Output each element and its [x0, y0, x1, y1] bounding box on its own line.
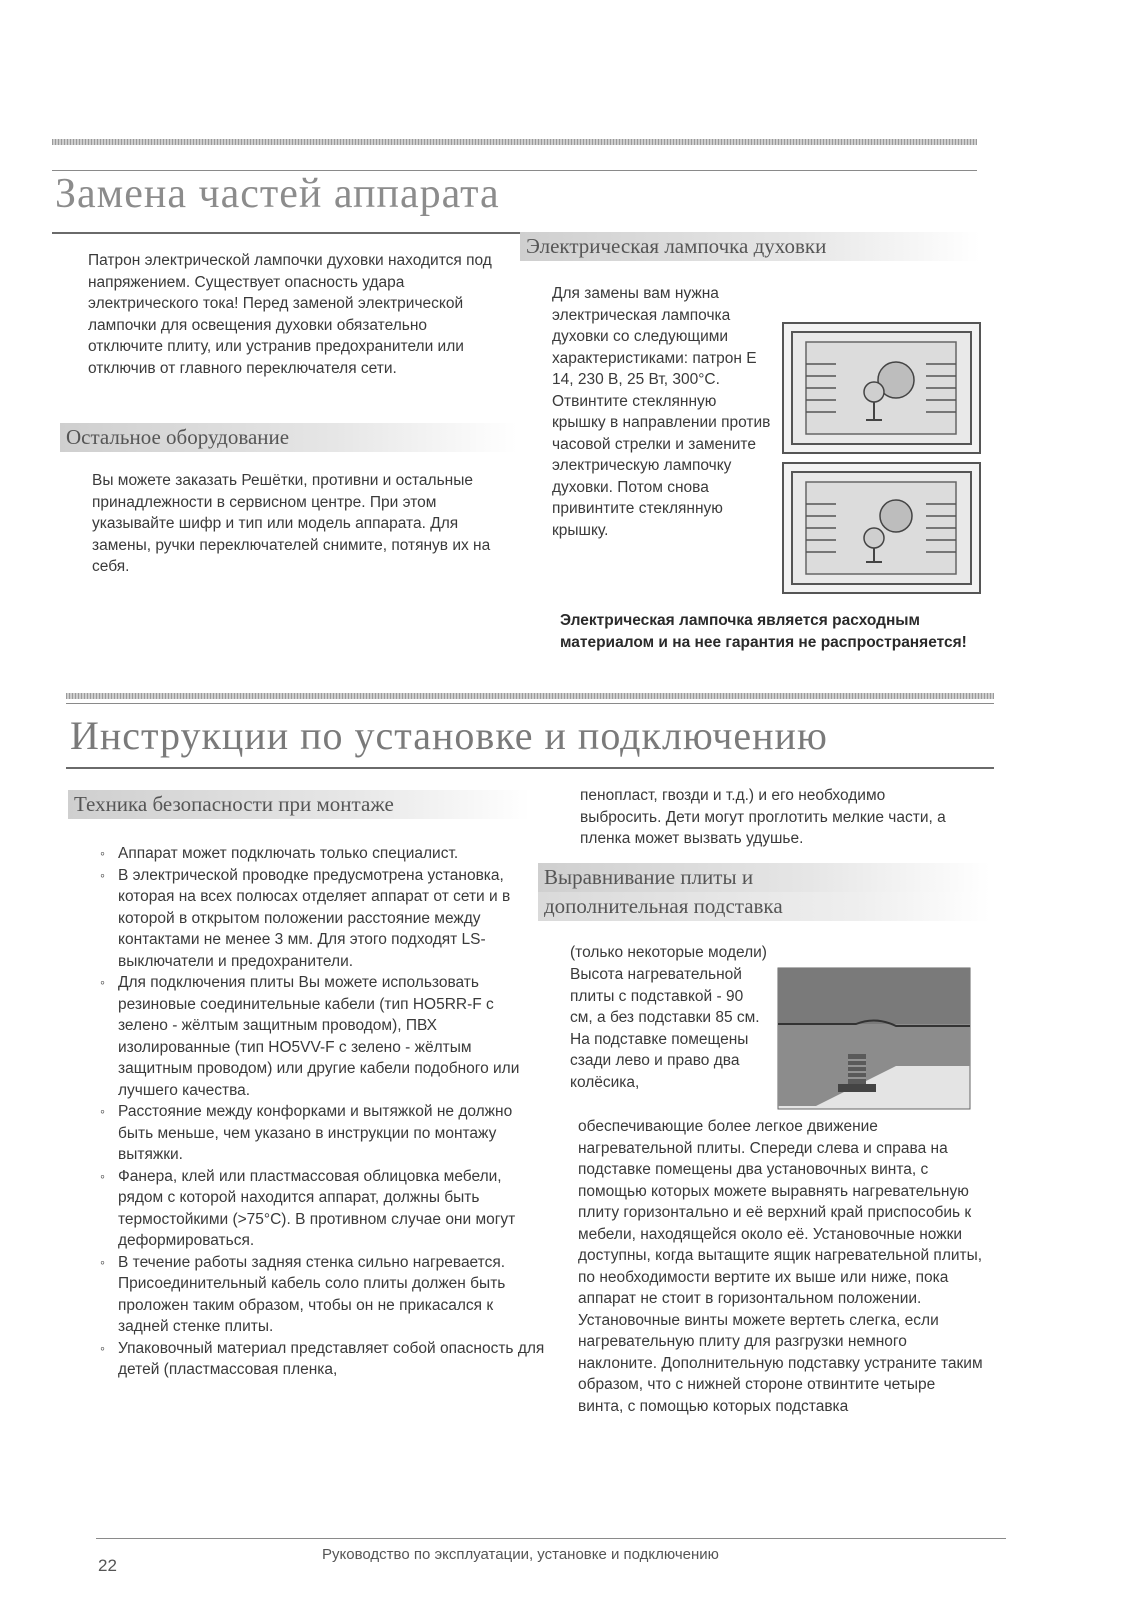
lamp-warning-text: Патрон электрической лампочки духовки находится под напряжением. Существует опасность удара электрического тока! Перед заменой электрической лампочки для освещения духовки обязательно отключите плиту, или устранив предохранители или отключив от главного переключателя сети. [88, 252, 492, 377]
lamp-note: Электрическая лампочка является расходным материалом и на нее гарантия не распространяется! [560, 612, 967, 651]
lamp-heading: Электрическая лампочка духовки [520, 232, 980, 261]
section1-title: Замена частей аппарата [55, 171, 500, 217]
safety-bullet-6: ◦ В течение работы задняя стенка сильно нагревается. Присоединительный кабель соло плиты должен быть проложен таким образом, чтобы он не прикасался к задней стенке плиты. [100, 1252, 545, 1338]
section2-rule-line [66, 703, 994, 704]
section2-rule [66, 693, 994, 699]
safety-bullet-4: ◦ Расстояние между конфорками и вытяжкой не должно быть меньше, чем указано в инструкции по монтажу вытяжки. [100, 1101, 545, 1166]
section2-title-underline [66, 767, 994, 769]
levelling-text-long: обеспечивающие более легкое движение нагревательной плиты. Спереди слева и справа на подставке помещены два установочных винта, с помощью которых можете выравнять нагревательную плиту горизонтально и её верхний край приспособиь к мебели, находящейся около её. Установочные ножки доступны, когда вытащите ящик нагревательной плиты, по необходимости вертите их выше или ниже, пока аппарат не стоит в горизонтальном положении. Установочные винты можете вертеть слегка, если нагревательную плиту для разгрузки немного наклоните. Дополнительную подставку устраните таким образом, что с нижней стороне отвинтите четыре винта, с помощью которых подставка [578, 1118, 983, 1415]
levelling-heading-line2: дополнительная подставка [538, 892, 990, 921]
footer-text: Руководство по эксплуатации, установке и подключению [322, 1546, 719, 1563]
safety-bullet-3: ◦ Для подключения плиты Вы можете использовать резиновые соединительные кабели (тип HO5RR-F с зелено - жёлтым защитным проводом), ПВХ изолированные (тип HO5VV-F с зелено - жёлтым защитным проводом) или другие кабели подобного или лучшего качества. [100, 972, 545, 1101]
other-equipment-text: Вы можете заказать Решётки, противни и остальные принадлежности в сервисном центре. При этом указывайте шифр и тип или модель аппарата. Для замены, ручки переключателей снимите, потянув их на себя. [92, 472, 491, 575]
oven-lamp-figure-1 [782, 322, 981, 454]
section2-title: Инструкции по установке и подключению [70, 713, 828, 758]
top-rule [52, 139, 977, 145]
safety-bullets [100, 843, 545, 1381]
levelling-text-short: Высота нагревательной плиты с подставкой - 90 см, а без подставки 85 см. На подставке помещены сзади лево и право два колёсика, [570, 966, 760, 1091]
safety-bullet-2: ◦ В электрической проводке предусмотрена установка, которая на всех полюсах отделяет аппарат от сети и в которой в открытом положении расстояние между контактами не менее 3 мм. Для этого подходят LS-выключатели и предохранители. [100, 865, 545, 973]
safety-bullet-1: ◦ Аппарат может подключать только специалист. [100, 843, 545, 865]
lamp-text: Для замены вам нужна электрическая лампочка духовки со следующими характеристиками: патрон Е 14, 230 В, 25 Вт, 300°С. Отвинтите стеклянную крышку в направлении против часовой стрелки и замените электрическую лампочку духовки. Потом снова привинтите стеклянную крышку. [552, 285, 771, 539]
packaging-continuation: пенопласт, гвозди и т.д.) и его необходимо выбросить. Дети могут проглотить мелкие части, а пленка может вызвать удушье. [580, 787, 946, 847]
other-equipment-heading: Остальное оборудование [60, 423, 517, 452]
levelling-heading-line1: Выравнивание плиты и [538, 863, 990, 892]
levelling-models: (только некоторые модели) [570, 944, 767, 961]
oven-lamp-figure-2 [782, 462, 981, 594]
safety-heading: Техника безопасности при монтаже [68, 790, 530, 819]
safety-bullet-7: ◦ Упаковочный материал представляет собой опасность для детей (пластмассовая пленка, [100, 1338, 545, 1381]
levelling-foot-figure [776, 966, 972, 1111]
page-number: 22 [98, 1556, 117, 1575]
footer-rule [96, 1538, 1006, 1539]
safety-bullet-5: ◦ Фанера, клей или пластмассовая облицовка мебели, рядом с которой находится аппарат, должны быть термостойкими (>75°С). В противном случае они могут деформироваться. [100, 1166, 545, 1252]
